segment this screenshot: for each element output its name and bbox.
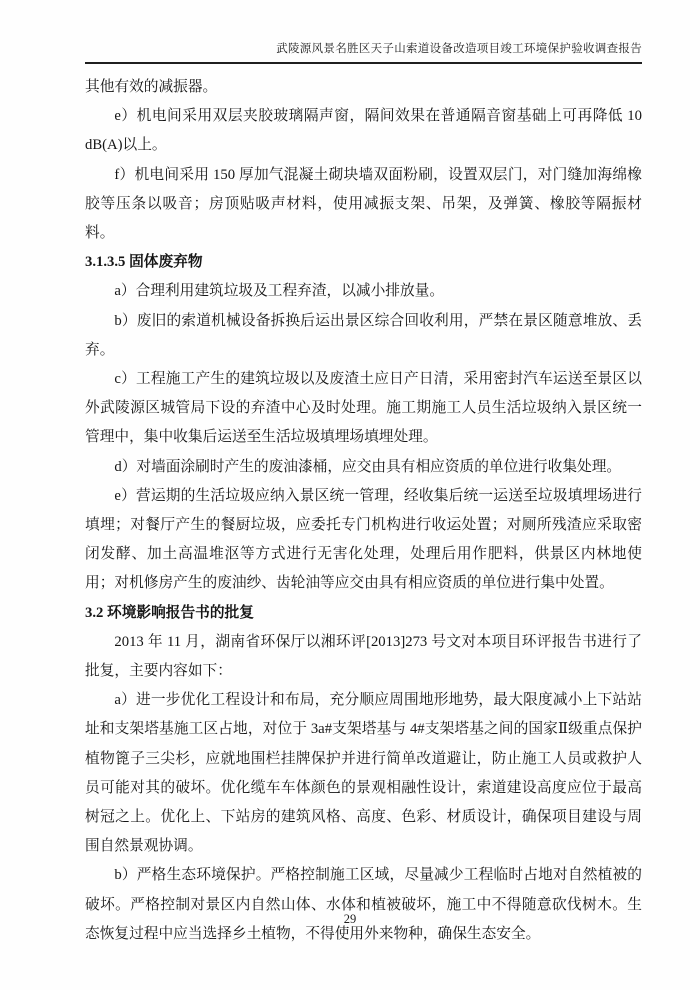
body-paragraph: 2013 年 11 月，湖南省环保厅以湘环评[2013]273 号文对本项目环评报告书进行了批复，主要内容如下：: [85, 633, 642, 680]
document-body: [85, 73, 642, 949]
section-heading: 3.2 环境影响报告书的批复: [85, 604, 254, 621]
body-paragraph: c）工程施工产生的建筑垃圾以及废渣土应日产日清，采用密封汽车运送至景区以外武陵源区城管局下设的弃渣中心及时处理。施工期施工人员生活垃圾纳入景区统一管理中，集中收集后运送至生活垃圾填埋场填埋处理。: [85, 371, 642, 446]
running-header: 武陵源风景名胜区天子山索道设备改造项目竣工环境保护验收调查报告: [85, 42, 642, 64]
body-paragraph: f）机电间采用 150 厚加气混凝土砌块墙双面粉刷，设置双层门，对门缝加海绵橡胶等压条以吸音；房顶贴吸声材料，使用减振支架、吊架，及弹簧、橡胶等隔振材料。: [85, 166, 642, 242]
section-heading: 3.1.3.5 固体废弃物: [85, 254, 203, 271]
body-paragraph: d）对墙面涂刷时产生的废油漆桶，应交由具有相应资质的单位进行收集处理。: [114, 458, 622, 475]
page-number: 29: [343, 912, 357, 926]
body-paragraph: b）严格生态环境保护。严格控制施工区域，尽量减少工程临时占地对自然植被的破坏。严格控制对景区内自然山体、水体和植被破坏，施工中不得随意砍伐树木。生态恢复过程中应当选择乡土植物，不得使用外来物种，确保生态安全。: [85, 867, 642, 942]
body-paragraph: b）废旧的索道机械设备拆换后运出景区综合回收利用，严禁在景区随意堆放、丢弃。: [85, 312, 642, 358]
body-paragraph: a）进一步优化工程设计和布局，充分顺应周围地形地势，最大限度减小上下站站址和支架塔基施工区占地，对位于 3a#支架塔基与 4#支架塔基之间的国家Ⅱ级重点保护植物篦子三尖杉，应就地围栏挂牌保护并进行简单改道避让，防止施工人员或救护人员可能对其的破坏。优化缆车车体颜色的景观相融性设计，索道建设高度应位于最高树冠之上。优化上、下站房的建筑风格、高度、色彩、材质设计，确保项目建设与周围自然景观协调。: [85, 692, 642, 855]
body-paragraph: a）合理利用建筑垃圾及工程弃渣，以减小排放量。: [114, 283, 445, 300]
body-paragraph: 其他有效的减振器。: [85, 79, 218, 95]
body-paragraph: e）机电间采用双层夹胶玻璃隔声窗，隔间效果在普通隔音窗基础上可再降低 10 dB(A)以上。: [85, 108, 642, 154]
body-paragraph: e）营运期的生活垃圾应纳入景区统一管理，经收集后统一运送至垃圾填埋场进行填埋；对餐厅产生的餐厨垃圾，应委托专门机构进行收运处置；对厕所残渣应采取密闭发酵、加土高温堆沤等方式进行无害化处理，处理后用作肥料，供景区内林地使用；对机修房产生的废油纱、齿轮油等应交由具有相应资质的单位进行集中处置。: [85, 487, 642, 592]
